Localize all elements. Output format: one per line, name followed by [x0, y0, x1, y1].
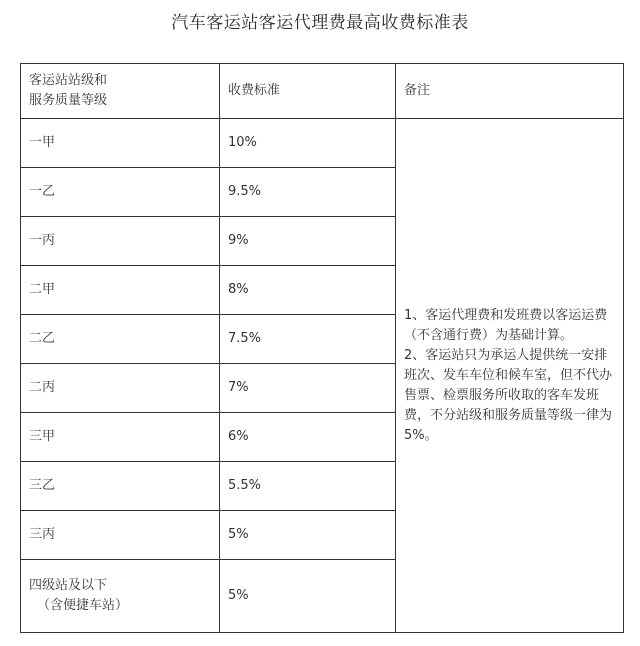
note-cell	[396, 119, 624, 633]
header-rate: 收费标准	[220, 64, 396, 119]
grade-cell: 二丙	[21, 364, 220, 413]
table-header-row	[21, 64, 624, 119]
grade-cell: 二乙	[21, 315, 220, 364]
rate-cell: 7%	[220, 364, 396, 413]
grade-cell: 三乙	[21, 462, 220, 511]
rate-cell: 8%	[220, 266, 396, 315]
grade-cell: 一乙	[21, 168, 220, 217]
rate-cell: 9%	[220, 217, 396, 266]
rate-cell: 7.5%	[220, 315, 396, 364]
header-grade-line2: 服务质量等级	[29, 93, 108, 108]
page-title: 汽车客运站客运代理费最高收费标准表	[171, 13, 469, 33]
rate-cell: 5.5%	[220, 462, 396, 511]
rate-cell: 6%	[220, 413, 396, 462]
rate-cell: 5%	[220, 560, 396, 633]
grade-line1: 四级站及以下	[29, 578, 108, 593]
header-grade	[21, 64, 220, 119]
rate-cell: 10%	[220, 119, 396, 168]
grade-cell: 二甲	[21, 266, 220, 315]
grade-cell: 三丙	[21, 511, 220, 560]
note-paragraph-1: 1、客运代理费和发班费以客运运费（不含通行费）为基础计算。	[404, 307, 608, 343]
fee-standard-table	[20, 63, 624, 633]
grade-cell	[21, 560, 220, 633]
grade-cell: 三甲	[21, 413, 220, 462]
grade-cell: 一甲	[21, 119, 220, 168]
rate-cell: 5%	[220, 511, 396, 560]
grade-line2: （含便捷车站）	[37, 598, 129, 613]
note-paragraph-2: 2、客运站只为承运人提供统一安排班次、发车车位和候车室，但不代办售票、检票服务所收取的客车发班费，不分站级和服务质量等级一律为5%。	[404, 347, 613, 443]
grade-cell: 一丙	[21, 217, 220, 266]
header-note: 备注	[396, 64, 624, 119]
table-row	[21, 119, 624, 168]
header-grade-line1: 客运站站级和	[29, 73, 108, 88]
rate-cell: 9.5%	[220, 168, 396, 217]
